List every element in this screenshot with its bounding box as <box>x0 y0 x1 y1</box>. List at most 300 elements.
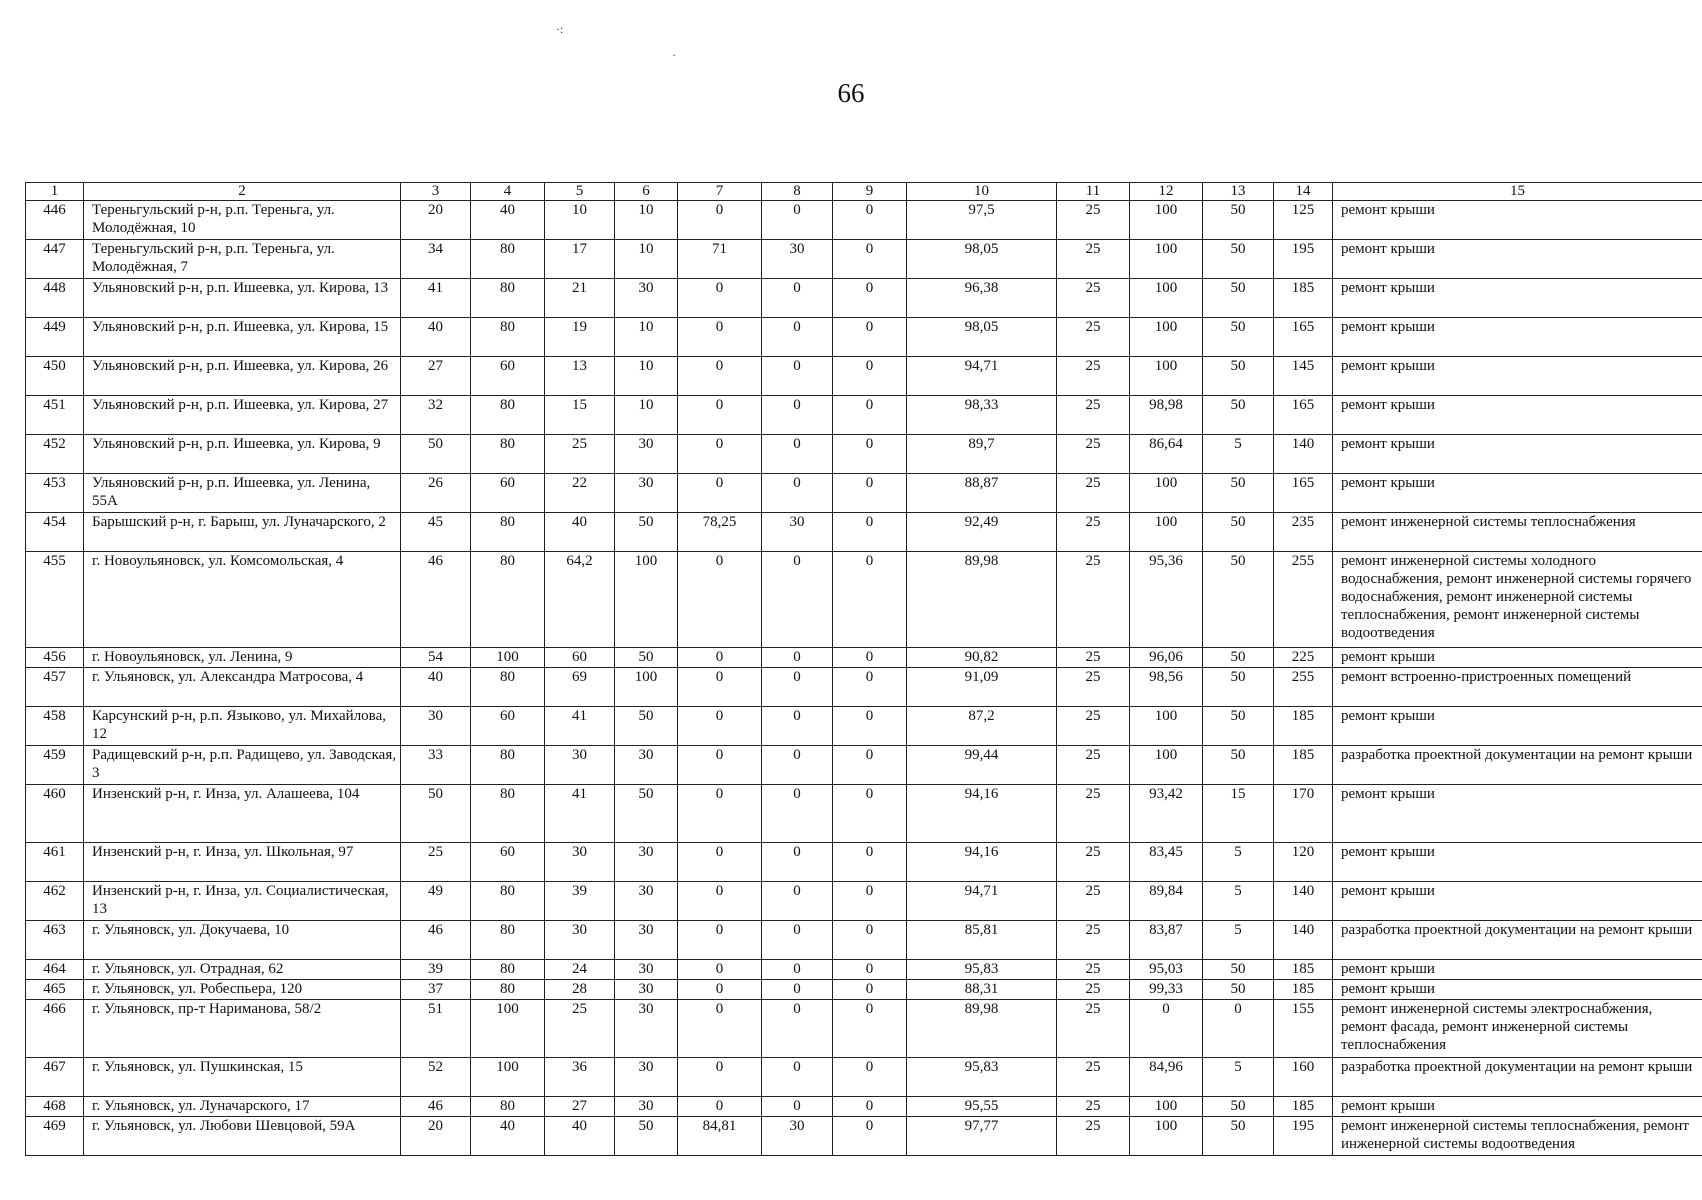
table-row <box>26 513 1702 552</box>
table-row <box>26 843 1702 882</box>
value-cell: 100 <box>1130 1097 1203 1117</box>
value-cell: 60 <box>545 648 615 668</box>
value-cell: 185 <box>1274 960 1333 980</box>
value-cell: 0 <box>833 435 907 474</box>
value-cell: 40 <box>401 668 471 707</box>
table-row <box>26 648 1702 668</box>
value-cell: 88,87 <box>907 474 1057 513</box>
value-cell: 0 <box>833 668 907 707</box>
work-type-cell: ремонт крыши <box>1333 474 1702 513</box>
row-number-cell: 447 <box>26 240 84 279</box>
table-row <box>26 201 1702 240</box>
work-type-cell: ремонт инженерной системы электроснабжения, ремонт фасада, ремонт инженерной системы теплоснабжения <box>1333 1000 1702 1058</box>
value-cell: 80 <box>471 435 545 474</box>
value-cell: 30 <box>615 1000 678 1058</box>
value-cell: 0 <box>1203 1000 1274 1058</box>
work-type-cell: ремонт инженерной системы теплоснабжения, ремонт инженерной системы водоотведения <box>1333 1117 1702 1156</box>
value-cell: 0 <box>833 648 907 668</box>
value-cell: 15 <box>1203 785 1274 843</box>
value-cell: 50 <box>401 435 471 474</box>
value-cell: 98,05 <box>907 240 1057 279</box>
value-cell: 80 <box>471 513 545 552</box>
value-cell: 25 <box>1057 435 1130 474</box>
row-number-cell: 461 <box>26 843 84 882</box>
table-row <box>26 396 1702 435</box>
value-cell: 50 <box>1203 318 1274 357</box>
value-cell: 100 <box>1130 746 1203 785</box>
value-cell: 51 <box>401 1000 471 1058</box>
value-cell: 255 <box>1274 552 1333 648</box>
value-cell: 30 <box>545 921 615 960</box>
column-header: 3 <box>401 183 471 201</box>
value-cell: 0 <box>762 668 833 707</box>
value-cell: 0 <box>678 746 762 785</box>
value-cell: 50 <box>1203 396 1274 435</box>
value-cell: 50 <box>1203 960 1274 980</box>
value-cell: 0 <box>762 960 833 980</box>
value-cell: 10 <box>615 240 678 279</box>
row-number-cell: 454 <box>26 513 84 552</box>
value-cell: 100 <box>1130 318 1203 357</box>
value-cell: 99,33 <box>1130 980 1203 1000</box>
value-cell: 0 <box>678 318 762 357</box>
table-row <box>26 668 1702 707</box>
value-cell: 0 <box>833 552 907 648</box>
value-cell: 25 <box>545 435 615 474</box>
value-cell: 165 <box>1274 474 1333 513</box>
column-header: 11 <box>1057 183 1130 201</box>
value-cell: 100 <box>471 648 545 668</box>
value-cell: 80 <box>471 882 545 921</box>
value-cell: 185 <box>1274 746 1333 785</box>
row-number-cell: 467 <box>26 1058 84 1097</box>
row-number-cell: 451 <box>26 396 84 435</box>
value-cell: 78,25 <box>678 513 762 552</box>
value-cell: 34 <box>401 240 471 279</box>
row-number-cell: 468 <box>26 1097 84 1117</box>
work-type-cell: ремонт крыши <box>1333 201 1702 240</box>
value-cell: 100 <box>1130 1117 1203 1156</box>
value-cell: 100 <box>1130 240 1203 279</box>
value-cell: 25 <box>1057 648 1130 668</box>
value-cell: 19 <box>545 318 615 357</box>
value-cell: 87,2 <box>907 707 1057 746</box>
value-cell: 225 <box>1274 648 1333 668</box>
column-header: 14 <box>1274 183 1333 201</box>
address-cell: Барышский р-н, г. Барыш, ул. Луначарского, 2 <box>84 513 401 552</box>
value-cell: 0 <box>762 921 833 960</box>
value-cell: 0 <box>762 357 833 396</box>
value-cell: 0 <box>678 552 762 648</box>
value-cell: 25 <box>1057 1097 1130 1117</box>
value-cell: 86,64 <box>1130 435 1203 474</box>
value-cell: 83,45 <box>1130 843 1203 882</box>
row-number-cell: 463 <box>26 921 84 960</box>
table-row <box>26 435 1702 474</box>
row-number-cell: 458 <box>26 707 84 746</box>
value-cell: 89,98 <box>907 1000 1057 1058</box>
address-cell: г. Ульяновск, ул. Докучаева, 10 <box>84 921 401 960</box>
value-cell: 80 <box>471 240 545 279</box>
address-cell: Ульяновский р-н, р.п. Ишеевка, ул. Ленина, 55А <box>84 474 401 513</box>
value-cell: 30 <box>762 240 833 279</box>
value-cell: 255 <box>1274 668 1333 707</box>
row-number-cell: 450 <box>26 357 84 396</box>
value-cell: 49 <box>401 882 471 921</box>
value-cell: 80 <box>471 1097 545 1117</box>
value-cell: 27 <box>545 1097 615 1117</box>
value-cell: 80 <box>471 668 545 707</box>
work-type-cell: ремонт крыши <box>1333 980 1702 1000</box>
address-cell: Карсунский р-н, р.п. Языково, ул. Михайлова, 12 <box>84 707 401 746</box>
address-cell: г. Ульяновск, ул. Пушкинская, 15 <box>84 1058 401 1097</box>
value-cell: 46 <box>401 1097 471 1117</box>
value-cell: 80 <box>471 921 545 960</box>
table-row <box>26 552 1702 648</box>
value-cell: 30 <box>545 843 615 882</box>
address-cell: Тереньгульский р-н, р.п. Тереньга, ул. Молодёжная, 10 <box>84 201 401 240</box>
value-cell: 84,96 <box>1130 1058 1203 1097</box>
value-cell: 100 <box>1130 357 1203 396</box>
row-number-cell: 448 <box>26 279 84 318</box>
value-cell: 83,87 <box>1130 921 1203 960</box>
value-cell: 93,42 <box>1130 785 1203 843</box>
table-row <box>26 357 1702 396</box>
value-cell: 0 <box>678 668 762 707</box>
value-cell: 0 <box>762 843 833 882</box>
address-cell: Радищевский р-н, р.п. Радищево, ул. Заводская, 3 <box>84 746 401 785</box>
value-cell: 5 <box>1203 843 1274 882</box>
work-type-cell: ремонт крыши <box>1333 1097 1702 1117</box>
table-row <box>26 921 1702 960</box>
value-cell: 25 <box>1057 318 1130 357</box>
value-cell: 41 <box>401 279 471 318</box>
value-cell: 50 <box>1203 1117 1274 1156</box>
value-cell: 50 <box>1203 474 1274 513</box>
value-cell: 0 <box>678 435 762 474</box>
value-cell: 235 <box>1274 513 1333 552</box>
address-cell: Инзенский р-н, г. Инза, ул. Школьная, 97 <box>84 843 401 882</box>
value-cell: 25 <box>1057 882 1130 921</box>
value-cell: 25 <box>1057 201 1130 240</box>
value-cell: 25 <box>401 843 471 882</box>
value-cell: 60 <box>471 357 545 396</box>
value-cell: 13 <box>545 357 615 396</box>
value-cell: 160 <box>1274 1058 1333 1097</box>
value-cell: 140 <box>1274 435 1333 474</box>
value-cell: 41 <box>545 707 615 746</box>
value-cell: 92,49 <box>907 513 1057 552</box>
value-cell: 80 <box>471 785 545 843</box>
table-row <box>26 960 1702 980</box>
row-number-cell: 465 <box>26 980 84 1000</box>
value-cell: 0 <box>678 980 762 1000</box>
value-cell: 90,82 <box>907 648 1057 668</box>
value-cell: 80 <box>471 318 545 357</box>
value-cell: 140 <box>1274 882 1333 921</box>
value-cell: 39 <box>545 882 615 921</box>
value-cell: 94,71 <box>907 357 1057 396</box>
value-cell: 32 <box>401 396 471 435</box>
value-cell: 50 <box>1203 552 1274 648</box>
address-cell: Ульяновский р-н, р.п. Ишеевка, ул. Кирова, 26 <box>84 357 401 396</box>
value-cell: 26 <box>401 474 471 513</box>
value-cell: 95,55 <box>907 1097 1057 1117</box>
value-cell: 100 <box>615 668 678 707</box>
column-header: 8 <box>762 183 833 201</box>
repair-register-table <box>25 182 1702 1156</box>
value-cell: 25 <box>545 1000 615 1058</box>
value-cell: 0 <box>833 980 907 1000</box>
value-cell: 80 <box>471 980 545 1000</box>
value-cell: 30 <box>615 882 678 921</box>
value-cell: 69 <box>545 668 615 707</box>
value-cell: 5 <box>1203 921 1274 960</box>
value-cell: 45 <box>401 513 471 552</box>
value-cell: 33 <box>401 746 471 785</box>
value-cell: 17 <box>545 240 615 279</box>
value-cell: 80 <box>471 746 545 785</box>
value-cell: 0 <box>762 279 833 318</box>
address-cell: г. Ульяновск, ул. Любови Шевцовой, 59А <box>84 1117 401 1156</box>
value-cell: 30 <box>615 1058 678 1097</box>
value-cell: 84,81 <box>678 1117 762 1156</box>
value-cell: 0 <box>762 396 833 435</box>
value-cell: 88,31 <box>907 980 1057 1000</box>
value-cell: 80 <box>471 552 545 648</box>
row-number-cell: 459 <box>26 746 84 785</box>
address-cell: г. Новоульяновск, ул. Ленина, 9 <box>84 648 401 668</box>
page-number: 66 <box>837 78 865 108</box>
value-cell: 185 <box>1274 980 1333 1000</box>
work-type-cell: ремонт крыши <box>1333 960 1702 980</box>
value-cell: 0 <box>833 921 907 960</box>
column-header: 13 <box>1203 183 1274 201</box>
value-cell: 0 <box>833 843 907 882</box>
table-row <box>26 240 1702 279</box>
work-type-cell: разработка проектной документации на ремонт крыши <box>1333 921 1702 960</box>
table-row <box>26 1097 1702 1117</box>
value-cell: 155 <box>1274 1000 1333 1058</box>
value-cell: 80 <box>471 396 545 435</box>
value-cell: 0 <box>678 707 762 746</box>
table-row <box>26 474 1702 513</box>
value-cell: 98,56 <box>1130 668 1203 707</box>
value-cell: 20 <box>401 1117 471 1156</box>
scan-speck: · <box>672 48 676 62</box>
value-cell: 50 <box>1203 201 1274 240</box>
work-type-cell: ремонт крыши <box>1333 240 1702 279</box>
value-cell: 25 <box>1057 1058 1130 1097</box>
value-cell: 0 <box>678 843 762 882</box>
value-cell: 0 <box>833 960 907 980</box>
table-body <box>26 201 1702 1156</box>
value-cell: 0 <box>833 513 907 552</box>
value-cell: 30 <box>615 1097 678 1117</box>
value-cell: 60 <box>471 707 545 746</box>
value-cell: 30 <box>762 1117 833 1156</box>
value-cell: 97,5 <box>907 201 1057 240</box>
value-cell: 54 <box>401 648 471 668</box>
table-row <box>26 980 1702 1000</box>
work-type-cell: ремонт инженерной системы теплоснабжения <box>1333 513 1702 552</box>
value-cell: 85,81 <box>907 921 1057 960</box>
value-cell: 25 <box>1057 921 1130 960</box>
value-cell: 0 <box>678 357 762 396</box>
value-cell: 25 <box>1057 707 1130 746</box>
value-cell: 0 <box>833 474 907 513</box>
value-cell: 97,77 <box>907 1117 1057 1156</box>
value-cell: 25 <box>1057 1117 1130 1156</box>
column-number-row <box>26 183 1702 201</box>
work-type-cell: ремонт крыши <box>1333 357 1702 396</box>
value-cell: 41 <box>545 785 615 843</box>
address-cell: Ульяновский р-н, р.п. Ишеевка, ул. Кирова, 15 <box>84 318 401 357</box>
value-cell: 95,36 <box>1130 552 1203 648</box>
table-row <box>26 1117 1702 1156</box>
value-cell: 30 <box>615 843 678 882</box>
value-cell: 140 <box>1274 921 1333 960</box>
value-cell: 100 <box>471 1058 545 1097</box>
work-type-cell: ремонт крыши <box>1333 843 1702 882</box>
column-header: 12 <box>1130 183 1203 201</box>
value-cell: 98,33 <box>907 396 1057 435</box>
value-cell: 5 <box>1203 435 1274 474</box>
value-cell: 80 <box>471 960 545 980</box>
value-cell: 94,16 <box>907 843 1057 882</box>
value-cell: 95,03 <box>1130 960 1203 980</box>
value-cell: 20 <box>401 201 471 240</box>
row-number-cell: 446 <box>26 201 84 240</box>
value-cell: 36 <box>545 1058 615 1097</box>
value-cell: 0 <box>762 474 833 513</box>
value-cell: 25 <box>1057 980 1130 1000</box>
value-cell: 25 <box>1057 668 1130 707</box>
value-cell: 30 <box>615 746 678 785</box>
value-cell: 64,2 <box>545 552 615 648</box>
value-cell: 30 <box>615 279 678 318</box>
address-cell: г. Ульяновск, ул. Отрадная, 62 <box>84 960 401 980</box>
value-cell: 0 <box>678 921 762 960</box>
address-cell: Ульяновский р-н, р.п. Ишеевка, ул. Кирова, 13 <box>84 279 401 318</box>
value-cell: 39 <box>401 960 471 980</box>
row-number-cell: 464 <box>26 960 84 980</box>
value-cell: 25 <box>1057 552 1130 648</box>
value-cell: 185 <box>1274 1097 1333 1117</box>
work-type-cell: ремонт крыши <box>1333 707 1702 746</box>
row-number-cell: 453 <box>26 474 84 513</box>
value-cell: 0 <box>762 648 833 668</box>
row-number-cell: 466 <box>26 1000 84 1058</box>
work-type-cell: ремонт встроенно-пристроенных помещений <box>1333 668 1702 707</box>
value-cell: 100 <box>615 552 678 648</box>
value-cell: 30 <box>545 746 615 785</box>
value-cell: 0 <box>762 785 833 843</box>
value-cell: 50 <box>615 1117 678 1156</box>
value-cell: 0 <box>762 1000 833 1058</box>
address-cell: Инзенский р-н, г. Инза, ул. Социалистическая, 13 <box>84 882 401 921</box>
value-cell: 195 <box>1274 240 1333 279</box>
value-cell: 100 <box>1130 279 1203 318</box>
value-cell: 0 <box>762 1058 833 1097</box>
value-cell: 25 <box>1057 1000 1130 1058</box>
value-cell: 0 <box>762 980 833 1000</box>
value-cell: 25 <box>1057 843 1130 882</box>
work-type-cell: разработка проектной документации на ремонт крыши <box>1333 746 1702 785</box>
value-cell: 99,44 <box>907 746 1057 785</box>
work-type-cell: ремонт инженерной системы холодного водоснабжения, ремонт инженерной системы горячего водоснабжения, ремонт инженерной системы теплоснабжения, ремонт инженерной системы водоотведения <box>1333 552 1702 648</box>
value-cell: 0 <box>833 1097 907 1117</box>
work-type-cell: ремонт крыши <box>1333 648 1702 668</box>
value-cell: 50 <box>615 513 678 552</box>
value-cell: 10 <box>615 201 678 240</box>
column-header: 6 <box>615 183 678 201</box>
row-number-cell: 452 <box>26 435 84 474</box>
value-cell: 50 <box>1203 668 1274 707</box>
value-cell: 89,7 <box>907 435 1057 474</box>
value-cell: 30 <box>615 474 678 513</box>
value-cell: 94,71 <box>907 882 1057 921</box>
value-cell: 30 <box>401 707 471 746</box>
value-cell: 52 <box>401 1058 471 1097</box>
value-cell: 0 <box>678 648 762 668</box>
value-cell: 50 <box>1203 746 1274 785</box>
value-cell: 40 <box>471 1117 545 1156</box>
value-cell: 125 <box>1274 201 1333 240</box>
value-cell: 37 <box>401 980 471 1000</box>
value-cell: 96,06 <box>1130 648 1203 668</box>
value-cell: 21 <box>545 279 615 318</box>
value-cell: 100 <box>1130 474 1203 513</box>
value-cell: 15 <box>545 396 615 435</box>
address-cell: Ульяновский р-н, р.п. Ишеевка, ул. Кирова, 9 <box>84 435 401 474</box>
value-cell: 25 <box>1057 396 1130 435</box>
value-cell: 50 <box>1203 513 1274 552</box>
address-cell: г. Новоульяновск, ул. Комсомольская, 4 <box>84 552 401 648</box>
column-header: 1 <box>26 183 84 201</box>
value-cell: 100 <box>1130 513 1203 552</box>
value-cell: 10 <box>615 318 678 357</box>
value-cell: 46 <box>401 552 471 648</box>
value-cell: 50 <box>615 648 678 668</box>
value-cell: 0 <box>833 707 907 746</box>
value-cell: 165 <box>1274 396 1333 435</box>
value-cell: 40 <box>471 201 545 240</box>
column-header: 2 <box>84 183 401 201</box>
value-cell: 40 <box>545 513 615 552</box>
value-cell: 25 <box>1057 357 1130 396</box>
value-cell: 0 <box>833 1000 907 1058</box>
value-cell: 5 <box>1203 1058 1274 1097</box>
value-cell: 0 <box>678 474 762 513</box>
value-cell: 0 <box>678 1058 762 1097</box>
value-cell: 145 <box>1274 357 1333 396</box>
table-row <box>26 707 1702 746</box>
value-cell: 91,09 <box>907 668 1057 707</box>
column-header: 9 <box>833 183 907 201</box>
address-cell: Ульяновский р-н, р.п. Ишеевка, ул. Кирова, 27 <box>84 396 401 435</box>
value-cell: 100 <box>1130 707 1203 746</box>
value-cell: 0 <box>762 552 833 648</box>
value-cell: 100 <box>1130 201 1203 240</box>
value-cell: 94,16 <box>907 785 1057 843</box>
value-cell: 0 <box>833 785 907 843</box>
scan-speck: ·: <box>556 22 564 36</box>
table-row <box>26 785 1702 843</box>
value-cell: 0 <box>833 240 907 279</box>
value-cell: 98,05 <box>907 318 1057 357</box>
value-cell: 0 <box>833 357 907 396</box>
